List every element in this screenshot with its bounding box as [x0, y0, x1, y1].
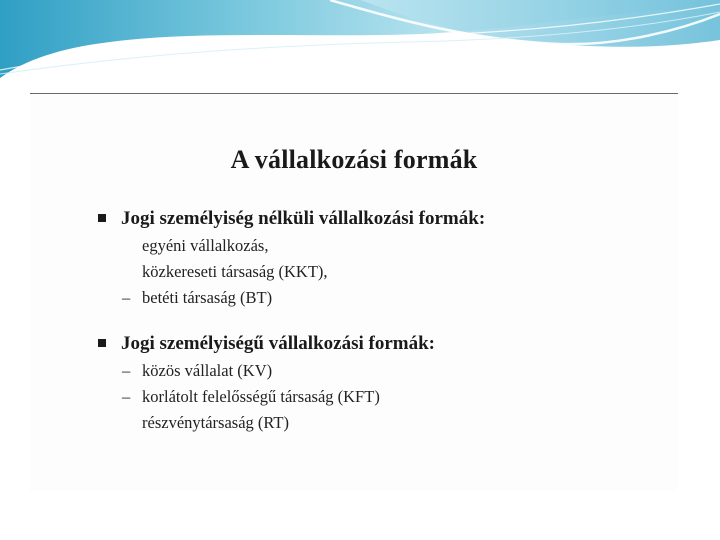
section-heading — [98, 333, 658, 355]
list-item-text: részvénytársaság (RT) — [142, 413, 289, 432]
list-item-text: közös vállalat (KV) — [142, 361, 273, 380]
dash-marker: – — [122, 387, 131, 406]
list-item-text: betéti társaság (BT) — [142, 288, 273, 307]
section-heading-text: Jogi személyiség nélküli vállalkozási formák: — [121, 208, 486, 229]
slide-bottom-margin — [0, 491, 720, 540]
slide-content-frame — [30, 93, 678, 492]
square-bullet-icon — [98, 214, 106, 222]
square-bullet-icon — [98, 339, 106, 347]
list-item — [98, 259, 658, 285]
section-heading — [98, 208, 658, 230]
list-item-text: közkereseti társaság (KKT), — [142, 262, 328, 281]
dash-marker: – — [122, 361, 131, 380]
list-item — [98, 384, 658, 410]
section-non-legal-entity — [98, 208, 658, 311]
section-item-list — [98, 358, 658, 436]
dash-marker: – — [122, 288, 131, 307]
section-item-list — [98, 233, 658, 311]
list-item-text: korlátolt felelősségű társaság (KFT) — [142, 387, 380, 406]
list-item-text: egyéni vállalkozás, — [142, 236, 269, 255]
section-legal-entity — [98, 333, 658, 436]
list-item — [98, 410, 658, 436]
list-item — [98, 358, 658, 384]
list-item — [98, 233, 658, 259]
list-item — [98, 285, 658, 311]
slide-title: A vállalkozási formák — [230, 145, 478, 174]
section-heading-text: Jogi személyiségű vállalkozási formák: — [121, 333, 435, 354]
header-wave-decoration — [0, 0, 720, 90]
